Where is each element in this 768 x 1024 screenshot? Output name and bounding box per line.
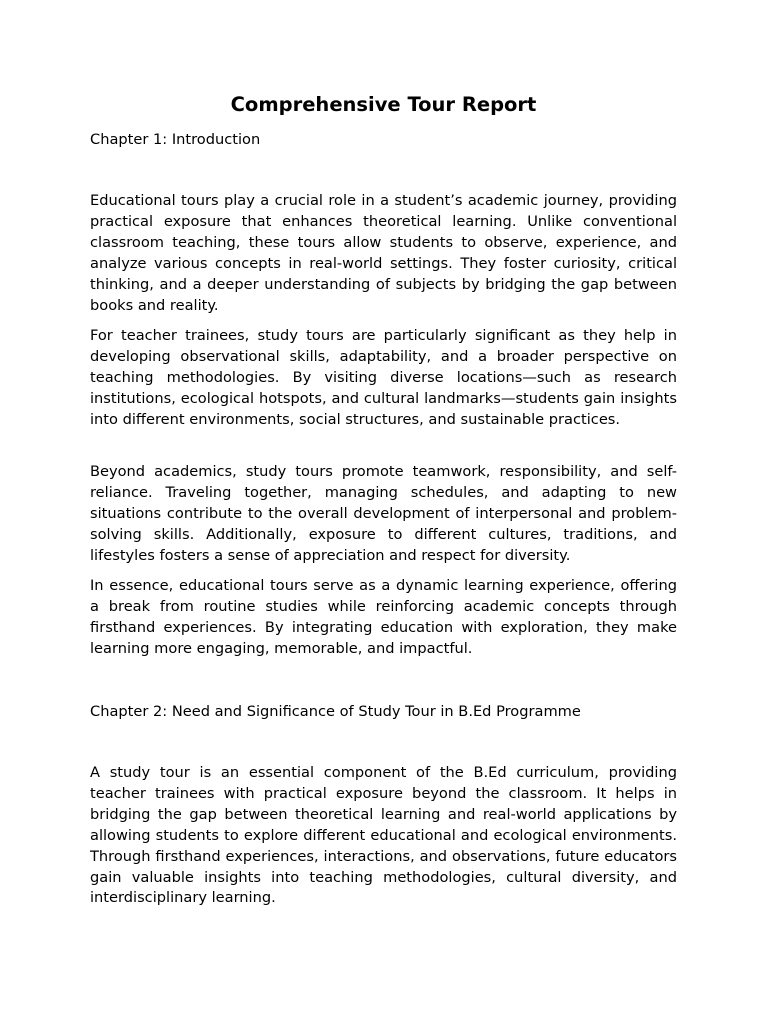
chapter-2-paragraph-1: A study tour is an essential component of the B.Ed curriculum, providing teacher trainees with practical exposure beyond the classroom. It helps in bridging the gap between theoretical learning and real-world applications by allowing students to explore different educational and ecological environments. Through firsthand experiences, interactions, and observations, future educators gain valuable insights into teaching methodologies, cultural diversity, and interdisciplinary learning. — [90, 764, 677, 907]
document-title: Comprehensive Tour Report — [230, 93, 537, 116]
chapter-2-heading: Chapter 2: Need and Significance of Study Tour in B.Ed Programme — [90, 703, 581, 720]
chapter-1-paragraph-2: For teacher trainees, study tours are particularly significant as they help in developing observational skills, adaptability, and a broader perspective on teaching methodologies. By visiting diverse locations—such as research institutions, ecological hotspots, and cultural landmarks—students gain insights into different environments, social structures, and sustainable practices. — [90, 327, 677, 428]
chapter-1-paragraph-4: In essence, educational tours serve as a dynamic learning experience, offering a break from routine studies while reinforcing academic concepts through firsthand experiences. By integrating education with exploration, they make learning more engaging, memorable, and impactful. — [90, 577, 677, 657]
chapter-1-heading: Chapter 1: Introduction — [90, 131, 261, 148]
chapter-1-paragraph-1: Educational tours play a crucial role in a student’s academic journey, providing practical exposure that enhances theoretical learning. Unlike conventional classroom teaching, these tours allow students to observe, experience, and analyze various concepts in real-world settings. They foster curiosity, critical thinking, and a deeper understanding of subjects by bridging the gap between books and reality. — [90, 192, 677, 314]
chapter-1-paragraph-3: Beyond academics, study tours promote teamwork, responsibility, and self-reliance. Traveling together, managing schedules, and adapting to new situations contribute to the overall development of interpersonal and problem-solving skills. Additionally, exposure to different cultures, traditions, and lifestyles fosters a sense of appreciation and respect for diversity. — [90, 463, 677, 564]
